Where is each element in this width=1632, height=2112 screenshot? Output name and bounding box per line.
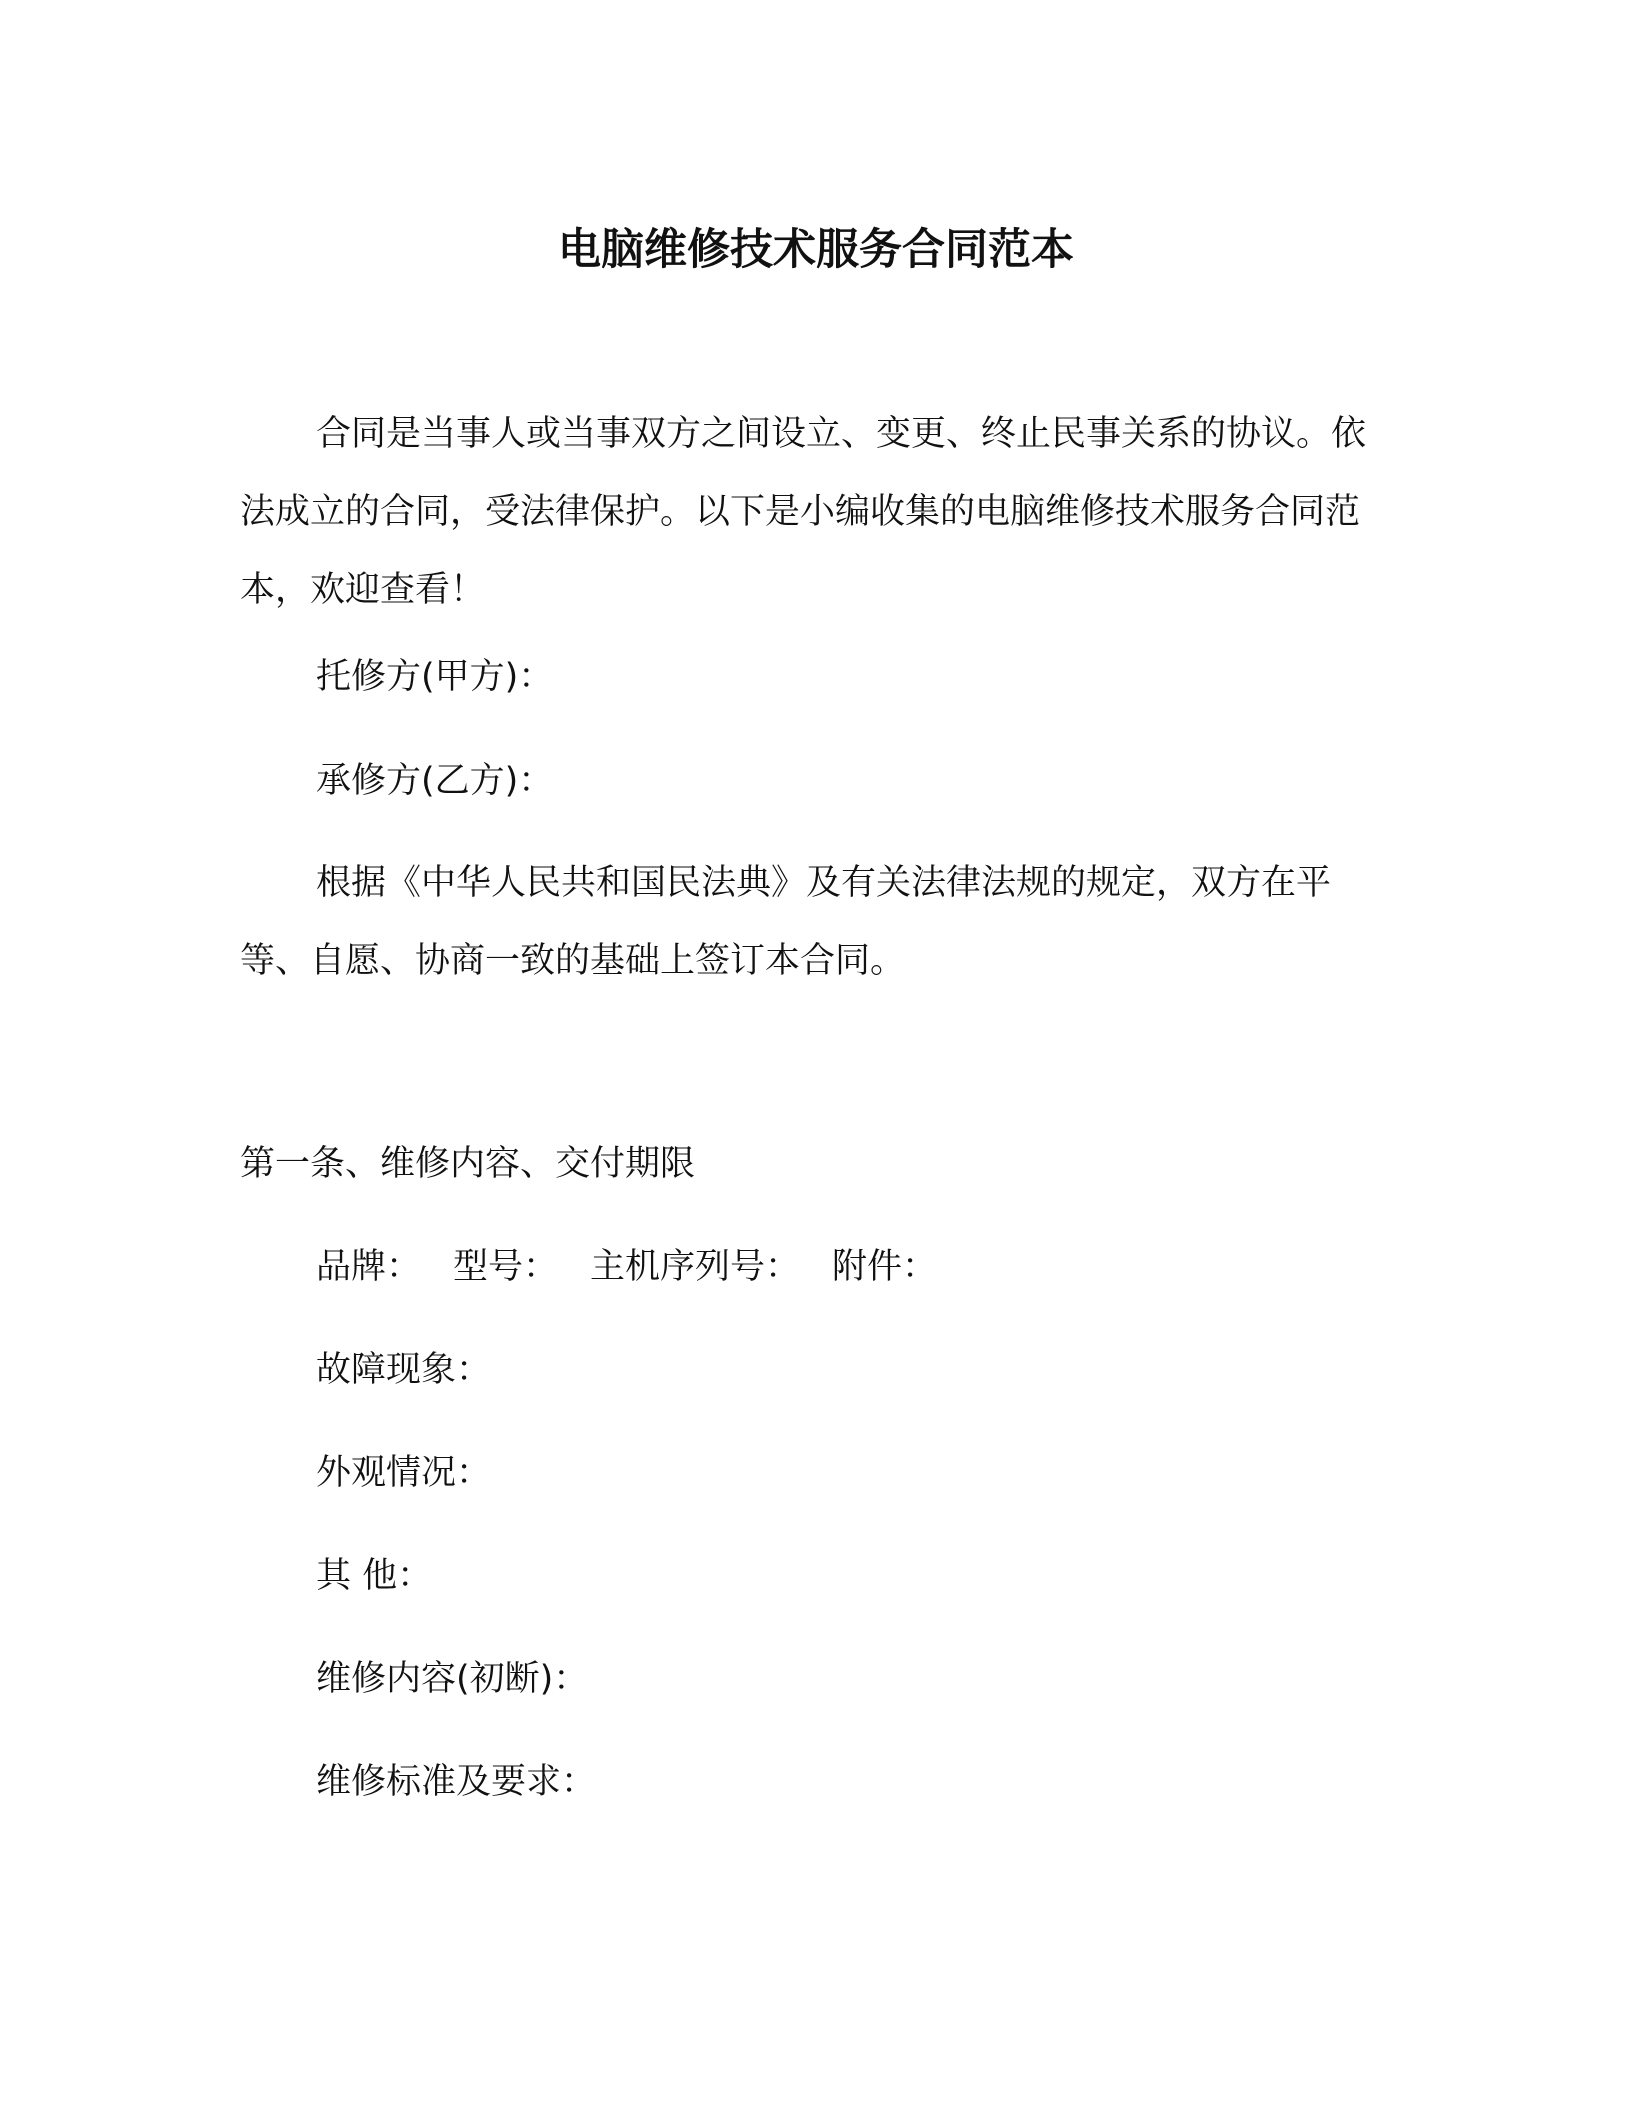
serial-number-field: 主机序列号：: [590, 1247, 801, 1287]
intro-paragraph: 合同是当事人或当事双方之间设立、变更、终止民事关系的协议。依法成立的合同，受法律保护。以下是小编收集的电脑维修技术服务合同范本，欢迎查看！: [240, 414, 1367, 610]
article-1-heading: 第一条、维修内容、交付期限: [240, 1144, 696, 1184]
model-field: 型号：: [453, 1247, 559, 1287]
device-fields-row: [316, 1228, 937, 1306]
document-title: 电脑维修技术服务合同范本: [558, 225, 1074, 275]
repair-content-field: 维修内容(初断)：: [316, 1659, 589, 1699]
appearance-field: 外观情况：: [316, 1453, 492, 1493]
fault-field: 故障现象：: [316, 1350, 492, 1390]
basis-paragraph: 根据《中华人民共和国民法典》及有关法律法规的规定，双方在平等、自愿、协商一致的基础上签订本合同。: [240, 863, 1332, 981]
other-field: 其 他：: [316, 1556, 433, 1596]
party-a-field: 托修方(甲方)：: [316, 657, 554, 697]
accessories-field: 附件：: [832, 1247, 938, 1287]
brand-field: 品牌：: [316, 1247, 422, 1287]
repair-standard-field: 维修标准及要求：: [316, 1762, 597, 1802]
party-b-field: 承修方(乙方)：: [316, 761, 554, 801]
